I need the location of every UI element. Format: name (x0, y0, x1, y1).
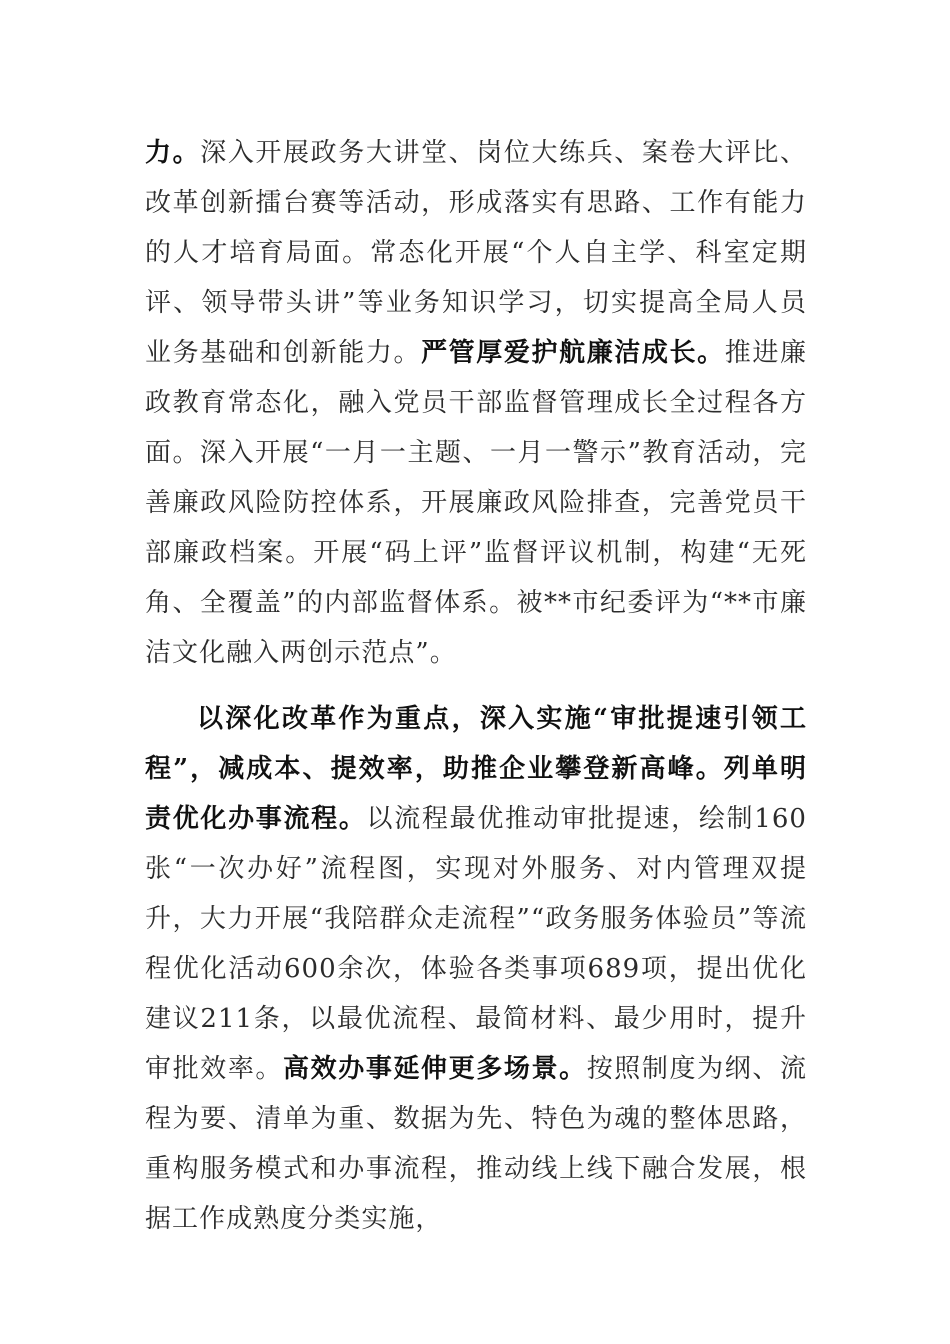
document-body (145, 128, 807, 1244)
paragraph-reform-approval (145, 694, 807, 1244)
text-run: 按照制度为纲、流程为要、清单为重、数据为先、特色为魂的整体思路，重构服务模式和办事流程，推动线上线下融合发展，根据工作成熟度分类实施， (145, 1054, 807, 1234)
bold-heading-process: 列单明责优化办事流程。 (145, 754, 807, 834)
bold-heading-scenarios: 高效办事延伸更多场景。 (283, 1054, 587, 1084)
bold-section-title: 以深化改革作为重点，深入实施“审批提速引领工程”，减成本、提效率，助推企业攀登新高峰。 (145, 704, 807, 784)
text-run: 以流程最优推动审批提速，绘制160张“一次办好”流程图，实现对外服务、对内管理双提升，大力开展“我陪群众走流程”“政务服务体验员”等流程优化活动600余次，体验各类事项689项，提出优化建议211条，以最优流程、最简材料、最少用时，提升审批效率。 (145, 804, 807, 1084)
bold-run: 力。 (145, 138, 201, 168)
paragraph-talent-and-integrity (145, 128, 807, 678)
text-run: 推进廉政教育常态化，融入党员干部监督管理成长全过程各方面。深入开展“一月一主题、一月一警示”教育活动，完善廉政风险防控体系，开展廉政风险排查，完善党员干部廉政档案。开展“码上评”监督评议机制，构建“无死角、全覆盖”的内部监督体系。被**市纪委评为“**市廉洁文化融入两创示范点”。 (145, 338, 807, 668)
bold-heading-integrity: 严管厚爱护航廉洁成长。 (421, 338, 725, 368)
text-run: 深入开展政务大讲堂、岗位大练兵、案卷大评比、改革创新擂台赛等活动，形成落实有思路、工作有能力的人才培育局面。常态化开展“个人自主学、科室定期评、领导带头讲”等业务知识学习，切实提高全局人员业务基础和创新能力。 (145, 138, 807, 368)
